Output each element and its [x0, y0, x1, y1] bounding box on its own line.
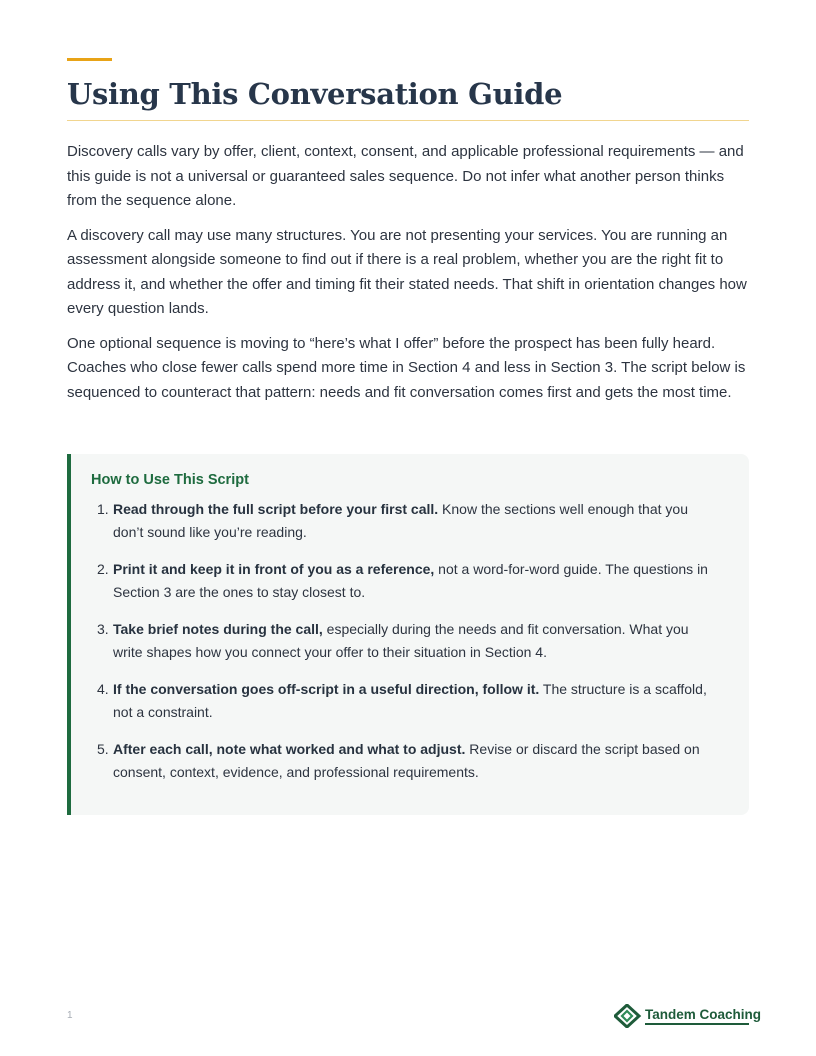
list-item-bold-text: Take brief notes during the call,	[113, 621, 323, 637]
intro-paragraph: One optional sequence is moving to “here’s what I offer” before the prospect has been fully heard. Coaches who close fewer calls spend more time in Section 4 and less in Section 3. The script below is sequenced to counteract that pattern: needs and fit conversation comes first and gets the most time.	[67, 334, 746, 401]
brand-underline	[645, 1023, 749, 1025]
list-item	[91, 558, 721, 604]
title-accent-rule	[67, 58, 112, 61]
how-to-list	[91, 498, 721, 798]
intro-paragraph: A discovery call may use many structures. You are not presenting your services. You are running an assessment alongside someone to find out if there is a real problem, whether you are the right fit to address it, and whether the offer and timing fit their stated needs. That shift in orientation changes how every question lands.	[67, 226, 747, 317]
list-item-text: The structure is a scaffold, not a constraint.	[113, 681, 707, 720]
list-item-number: 4.	[97, 681, 109, 697]
list-item	[91, 738, 721, 784]
intro-paragraph: Discovery calls vary by offer, client, context, consent, and applicable professional requirements — and this guide is not a universal or guaranteed sales sequence. Do not infer what another person thinks from the sequence alone.	[67, 143, 744, 209]
how-to-title: How to Use This Script	[91, 472, 249, 488]
page-title: Using This Conversation Guide	[67, 77, 563, 111]
list-item-number: 2.	[97, 561, 109, 577]
list-item-number: 1.	[97, 501, 109, 517]
list-item-number: 5.	[97, 741, 109, 757]
list-item-bold-text: Print it and keep it in front of you as a reference,	[113, 561, 435, 577]
title-divider	[67, 120, 749, 121]
list-item-bold-text: After each call, note what worked and what to adjust.	[113, 741, 466, 757]
list-item-text: Know the sections well enough that you don’t sound like you’re reading.	[113, 501, 688, 540]
list-item-bold-text: If the conversation goes off-script in a useful direction, follow it.	[113, 681, 540, 697]
page-number: 1	[67, 1010, 73, 1021]
list-item-number: 3.	[97, 621, 109, 637]
list-item	[91, 498, 721, 544]
intro-section	[67, 140, 749, 415]
list-item	[91, 678, 721, 724]
brand-name: Tandem Coaching	[645, 1007, 762, 1022]
diamond-logo-icon	[614, 1004, 642, 1028]
list-item-bold-text: Read through the full script before your first call.	[113, 501, 439, 517]
brand-logo	[614, 1004, 762, 1028]
list-item	[91, 618, 721, 664]
how-to-callout-box	[67, 454, 749, 815]
list-item-text: especially during the needs and fit conversation. What you write shapes how you connect your offer to their situation in Section 4.	[113, 621, 689, 660]
list-item-text: not a word-for-word guide. The questions in Section 3 are the ones to stay closest to.	[113, 561, 708, 600]
list-item-text: Revise or discard the script based on consent, context, evidence, and professional requirements.	[113, 741, 700, 780]
